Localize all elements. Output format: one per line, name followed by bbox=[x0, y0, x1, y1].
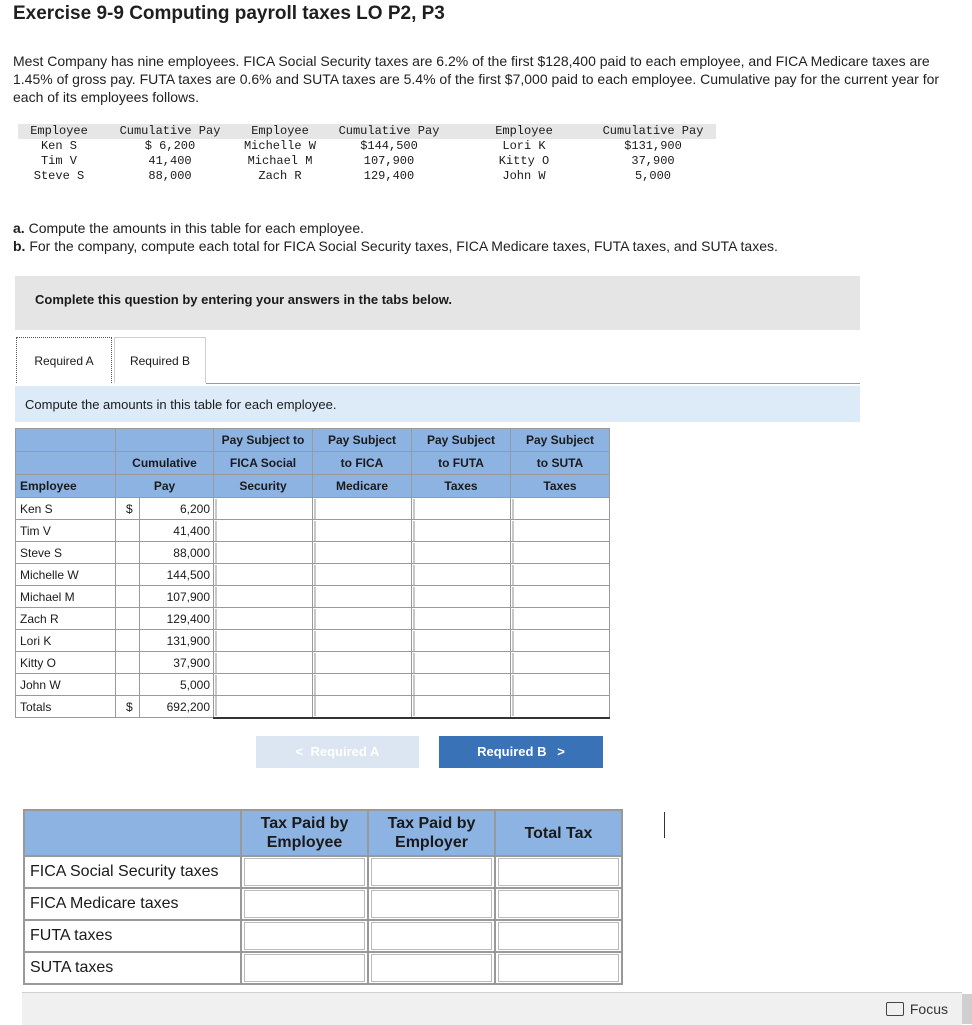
employee-row bbox=[16, 498, 610, 520]
futa-input[interactable] bbox=[412, 586, 511, 608]
employee-row bbox=[16, 630, 610, 652]
employee-table-row bbox=[18, 154, 716, 169]
ss-input[interactable] bbox=[214, 652, 313, 674]
header-ss: Security bbox=[214, 475, 313, 498]
tax-header-row bbox=[24, 810, 622, 856]
medicare-input[interactable] bbox=[313, 652, 412, 674]
medicare-input[interactable] bbox=[313, 564, 412, 586]
requirement-a: a. Compute the amounts in this table for each employee. bbox=[13, 220, 364, 236]
employee-table-row bbox=[18, 169, 716, 184]
header-empty bbox=[16, 429, 116, 452]
employee-tax-input[interactable] bbox=[241, 920, 368, 952]
futa-input[interactable] bbox=[412, 696, 511, 718]
total-tax-input[interactable] bbox=[495, 952, 622, 984]
cumulative-pay: 41,400 bbox=[140, 520, 214, 542]
ss-input[interactable] bbox=[214, 586, 313, 608]
tax-row bbox=[24, 888, 622, 920]
medicare-input[interactable] bbox=[313, 542, 412, 564]
employee-row bbox=[16, 564, 610, 586]
text-cursor bbox=[664, 812, 665, 838]
currency-sign: $ bbox=[116, 498, 140, 520]
futa-input[interactable] bbox=[412, 608, 511, 630]
ss-input[interactable] bbox=[214, 498, 313, 520]
employee-row bbox=[16, 520, 610, 542]
tax-totals-table bbox=[23, 809, 623, 985]
cell: Tim V bbox=[40, 154, 77, 168]
medicare-input[interactable] bbox=[313, 696, 412, 718]
suta-input[interactable] bbox=[511, 542, 610, 564]
header-futa: Pay Subject bbox=[412, 429, 511, 452]
suta-input[interactable] bbox=[511, 564, 610, 586]
cell: 107,900 bbox=[363, 154, 415, 168]
ss-input[interactable] bbox=[214, 630, 313, 652]
header-med: to FICA bbox=[313, 452, 412, 475]
employee-row bbox=[16, 586, 610, 608]
employee-name: Kitty O bbox=[16, 652, 116, 674]
tab-divider bbox=[206, 383, 860, 384]
cumulative-pay: 107,900 bbox=[140, 586, 214, 608]
employee-row bbox=[16, 542, 610, 564]
instruction-text: Compute the amounts in this table for each employee. bbox=[25, 397, 337, 412]
employer-tax-input[interactable] bbox=[368, 952, 495, 984]
cumulative-pay: 692,200 bbox=[140, 696, 214, 718]
cumulative-pay: 6,200 bbox=[140, 498, 214, 520]
header-suta: Taxes bbox=[511, 475, 610, 498]
cell: Kitty O bbox=[498, 154, 550, 168]
tab-required-b[interactable]: Required B bbox=[114, 337, 206, 383]
header-empty bbox=[24, 810, 241, 856]
employee-name: Tim V bbox=[16, 520, 116, 542]
suta-input[interactable] bbox=[511, 696, 610, 718]
cell: Lori K bbox=[502, 139, 546, 153]
page-title: Exercise 9-9 Computing payroll taxes LO P2, P3 bbox=[13, 3, 445, 24]
scrollbar[interactable] bbox=[962, 994, 972, 1024]
tax-label: FUTA taxes bbox=[24, 920, 241, 952]
header-cell: Employee bbox=[458, 124, 590, 139]
employee-name: Lori K bbox=[16, 630, 116, 652]
header-employee: Employee bbox=[16, 475, 116, 498]
ss-input[interactable] bbox=[214, 674, 313, 696]
header-ss: Pay Subject to bbox=[214, 429, 313, 452]
employer-tax-input[interactable] bbox=[368, 888, 495, 920]
suta-input[interactable] bbox=[511, 608, 610, 630]
header-cum: Pay bbox=[116, 475, 214, 498]
header-empty bbox=[16, 452, 116, 475]
header-cell: Cumulative Pay bbox=[590, 124, 716, 139]
requirement-b: b. For the company, compute each total for FICA Social Security taxes, FICA Medicare taxes, FUTA taxes, and SUTA taxes. bbox=[13, 238, 778, 254]
cell: Zach R bbox=[258, 169, 302, 183]
employer-tax-input[interactable] bbox=[368, 920, 495, 952]
currency-sign bbox=[116, 630, 140, 652]
requirements bbox=[13, 219, 953, 255]
cell: Michael M bbox=[247, 154, 313, 168]
tab-required-a[interactable]: Required A bbox=[16, 337, 112, 383]
employee-name: Michelle W bbox=[16, 564, 116, 586]
futa-input[interactable] bbox=[412, 674, 511, 696]
currency-sign bbox=[116, 586, 140, 608]
focus-button[interactable]: Focus bbox=[886, 1001, 948, 1017]
cell: 37,900 bbox=[631, 154, 675, 168]
suta-input[interactable] bbox=[511, 652, 610, 674]
suta-input[interactable] bbox=[511, 630, 610, 652]
header-cell: Employee bbox=[240, 124, 320, 139]
tab-instruction bbox=[15, 386, 860, 422]
tax-row bbox=[24, 856, 622, 888]
cell: $144,500 bbox=[360, 139, 418, 153]
medicare-input[interactable] bbox=[313, 520, 412, 542]
grid-header-row bbox=[16, 452, 610, 475]
grid-header-row bbox=[16, 475, 610, 498]
ss-input[interactable] bbox=[214, 520, 313, 542]
header-total-tax: Total Tax bbox=[495, 810, 622, 856]
cell: Ken S bbox=[40, 139, 77, 153]
next-required-b-button[interactable]: Required B > bbox=[439, 736, 603, 768]
employee-name: John W bbox=[16, 674, 116, 696]
employee-name: Steve S bbox=[16, 542, 116, 564]
employee-table-row bbox=[18, 139, 716, 154]
header-ss: FICA Social bbox=[214, 452, 313, 475]
ss-input[interactable] bbox=[214, 696, 313, 718]
employee-pay-table bbox=[18, 124, 716, 184]
cell: $ 6,200 bbox=[144, 139, 196, 153]
cell: Steve S bbox=[33, 169, 85, 183]
employee-name: Totals bbox=[16, 696, 116, 718]
futa-input[interactable] bbox=[412, 542, 511, 564]
employee-name: Zach R bbox=[16, 608, 116, 630]
suta-input[interactable] bbox=[511, 520, 610, 542]
header-cell: Employee bbox=[18, 124, 100, 139]
employer-tax-input[interactable] bbox=[368, 856, 495, 888]
header-cum: Cumulative bbox=[116, 452, 214, 475]
cumulative-pay: 129,400 bbox=[140, 608, 214, 630]
cell: Michelle W bbox=[243, 139, 316, 153]
currency-sign bbox=[116, 520, 140, 542]
header-empty bbox=[116, 429, 214, 452]
suta-input[interactable] bbox=[511, 498, 610, 520]
futa-input[interactable] bbox=[412, 630, 511, 652]
medicare-input[interactable] bbox=[313, 630, 412, 652]
cumulative-pay: 5,000 bbox=[140, 674, 214, 696]
header-tax-employer: Tax Paid by Employer bbox=[368, 810, 495, 856]
currency-sign bbox=[116, 608, 140, 630]
totals-row bbox=[16, 696, 610, 718]
employee-tax-input[interactable] bbox=[241, 888, 368, 920]
employee-row bbox=[16, 608, 610, 630]
tax-row bbox=[24, 952, 622, 984]
header-futa: to FUTA bbox=[412, 452, 511, 475]
grid-header-row bbox=[16, 429, 610, 452]
currency-sign bbox=[116, 674, 140, 696]
tax-row bbox=[24, 920, 622, 952]
employee-row bbox=[16, 674, 610, 696]
suta-input[interactable] bbox=[511, 586, 610, 608]
cumulative-pay: 144,500 bbox=[140, 564, 214, 586]
tax-label: SUTA taxes bbox=[24, 952, 241, 984]
employee-name: Ken S bbox=[16, 498, 116, 520]
header-cell: Cumulative Pay bbox=[100, 124, 240, 139]
header-tax-employee: Tax Paid by Employee bbox=[241, 810, 368, 856]
tax-label: FICA Social Security taxes bbox=[24, 856, 241, 888]
header-cell: Cumulative Pay bbox=[320, 124, 458, 139]
total-tax-input[interactable] bbox=[495, 856, 622, 888]
medicare-input[interactable] bbox=[313, 608, 412, 630]
cell: 5,000 bbox=[634, 169, 671, 183]
header-suta: Pay Subject bbox=[511, 429, 610, 452]
ss-input[interactable] bbox=[214, 608, 313, 630]
currency-sign: $ bbox=[116, 696, 140, 718]
pay-subject-table bbox=[15, 428, 610, 719]
medicare-input[interactable] bbox=[313, 498, 412, 520]
medicare-input[interactable] bbox=[313, 674, 412, 696]
header-futa: Taxes bbox=[412, 475, 511, 498]
header-suta: to SUTA bbox=[511, 452, 610, 475]
header-med: Pay Subject bbox=[313, 429, 412, 452]
currency-sign bbox=[116, 542, 140, 564]
currency-sign bbox=[116, 564, 140, 586]
prev-required-a-button[interactable]: < Required A bbox=[256, 736, 419, 768]
employee-tax-input[interactable] bbox=[241, 856, 368, 888]
cell: John W bbox=[502, 169, 546, 183]
cell: 41,400 bbox=[148, 154, 192, 168]
employee-table-header bbox=[18, 124, 716, 139]
futa-input[interactable] bbox=[412, 498, 511, 520]
medicare-input[interactable] bbox=[313, 586, 412, 608]
suta-input[interactable] bbox=[511, 674, 610, 696]
total-tax-input[interactable] bbox=[495, 888, 622, 920]
cumulative-pay: 88,000 bbox=[140, 542, 214, 564]
cell: $131,900 bbox=[624, 139, 682, 153]
cell: 129,400 bbox=[363, 169, 415, 183]
ss-input[interactable] bbox=[214, 564, 313, 586]
problem-intro: Mest Company has nine employees. FICA Social Security taxes are 6.2% of the first $128,400 paid to each employee, and FICA Medicare taxes are 1.45% of gross pay. FUTA taxes are 0.6% and SUTA taxes are 5.4% of the first $7,000 paid to each employee. Cumulative pay for the current year for each of its employees follows. bbox=[13, 53, 940, 105]
focus-icon bbox=[886, 1002, 904, 1016]
total-tax-input[interactable] bbox=[495, 920, 622, 952]
ss-input[interactable] bbox=[214, 542, 313, 564]
futa-input[interactable] bbox=[412, 520, 511, 542]
futa-input[interactable] bbox=[412, 564, 511, 586]
currency-sign bbox=[116, 652, 140, 674]
employee-tax-input[interactable] bbox=[241, 952, 368, 984]
cumulative-pay: 131,900 bbox=[140, 630, 214, 652]
banner-text: Complete this question by entering your answers in the tabs below. bbox=[35, 292, 453, 307]
cell: 88,000 bbox=[148, 169, 192, 183]
employee-name: Michael M bbox=[16, 586, 116, 608]
footer-bar bbox=[22, 992, 962, 1025]
futa-input[interactable] bbox=[412, 652, 511, 674]
cumulative-pay: 37,900 bbox=[140, 652, 214, 674]
header-med: Medicare bbox=[313, 475, 412, 498]
tax-label: FICA Medicare taxes bbox=[24, 888, 241, 920]
instructions-banner bbox=[15, 276, 860, 330]
employee-row bbox=[16, 652, 610, 674]
